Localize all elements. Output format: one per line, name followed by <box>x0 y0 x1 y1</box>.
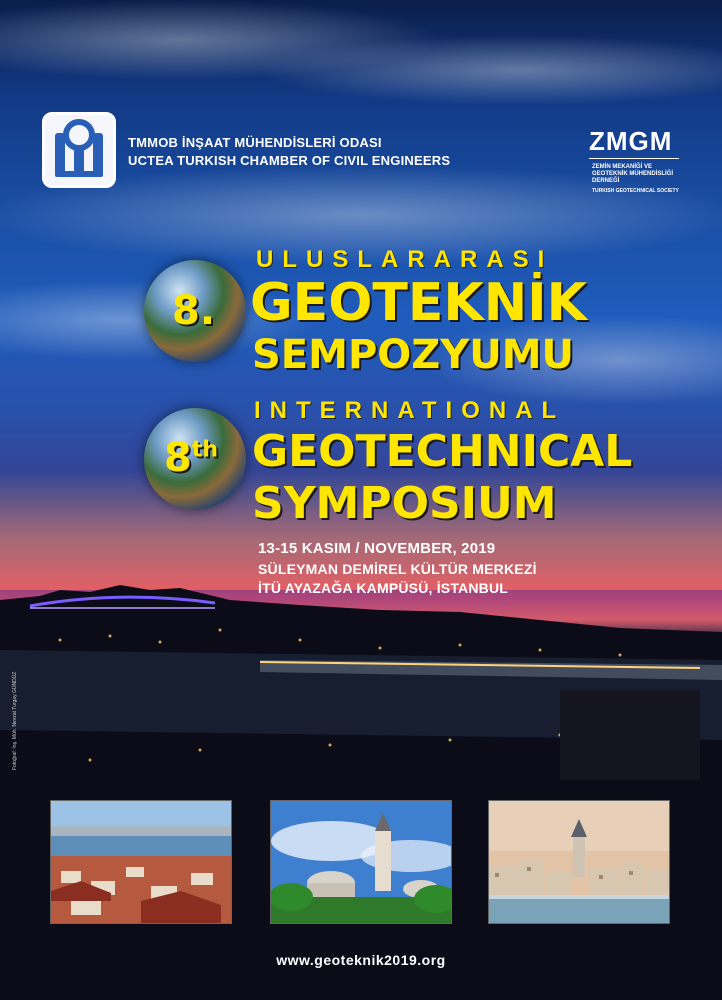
zmgm-sub-3: DERNEĞİ <box>592 178 620 184</box>
english-edition-suffix: th <box>191 437 219 463</box>
english-prefix: INTERNATIONAL <box>254 397 566 424</box>
photo-credit: Fotoğraf: İnş. Müh. Nevzat Turgay GÜNDÜZ <box>12 671 18 770</box>
photo-galata-tower-image <box>489 801 670 924</box>
event-venue: SÜLEYMAN DEMİREL KÜLTÜR MERKEZİ <box>258 561 537 577</box>
photo-galata-tower <box>488 800 670 924</box>
english-title-line-2: SYMPOSIUM <box>252 478 557 529</box>
zmgm-divider <box>589 158 679 159</box>
website-url[interactable]: www.geoteknik2019.org <box>276 952 446 968</box>
zmgm-sub-1: ZEMİN MEKANİĞİ VE <box>592 164 653 170</box>
photo-istanbul-rooftops-image <box>51 801 232 924</box>
event-date: 13-15 KASIM / NOVEMBER, 2019 <box>258 540 496 557</box>
organizer-line-1: TMMOB İNŞAAT MÜHENDİSLERİ ODASI <box>128 135 382 150</box>
photo-istanbul-rooftops <box>50 800 232 924</box>
event-campus: İTÜ AYAZAĞA KAMPÜSÜ, İSTANBUL <box>258 580 509 596</box>
english-edition-number: 8 <box>164 435 192 481</box>
turkish-edition: 8. <box>172 288 216 334</box>
zmgm-sub-4: TURKISH GEOTECHNICAL SOCIETY <box>592 188 679 194</box>
photo-topkapi-palace <box>270 800 452 924</box>
photo-topkapi-palace-image <box>271 801 452 924</box>
organizer-line-2: UCTEA TURKISH CHAMBER OF CIVIL ENGINEERS <box>128 153 451 168</box>
imo-logo <box>42 112 116 188</box>
zmgm-logo-text: ZMGM <box>589 126 673 156</box>
turkish-prefix: ULUSLARARASI <box>256 246 554 273</box>
imo-logo-icon <box>45 115 113 185</box>
turkish-title-line-1: GEOTEKNİK <box>250 273 587 333</box>
zmgm-sub-2: GEOTEKNİK MÜHENDİSLİĞİ <box>592 171 674 177</box>
english-edition <box>164 435 218 481</box>
turkish-title-line-2: SEMPOZYUMU <box>252 332 574 378</box>
english-title-line-1: GEOTECHNICAL <box>252 426 633 477</box>
